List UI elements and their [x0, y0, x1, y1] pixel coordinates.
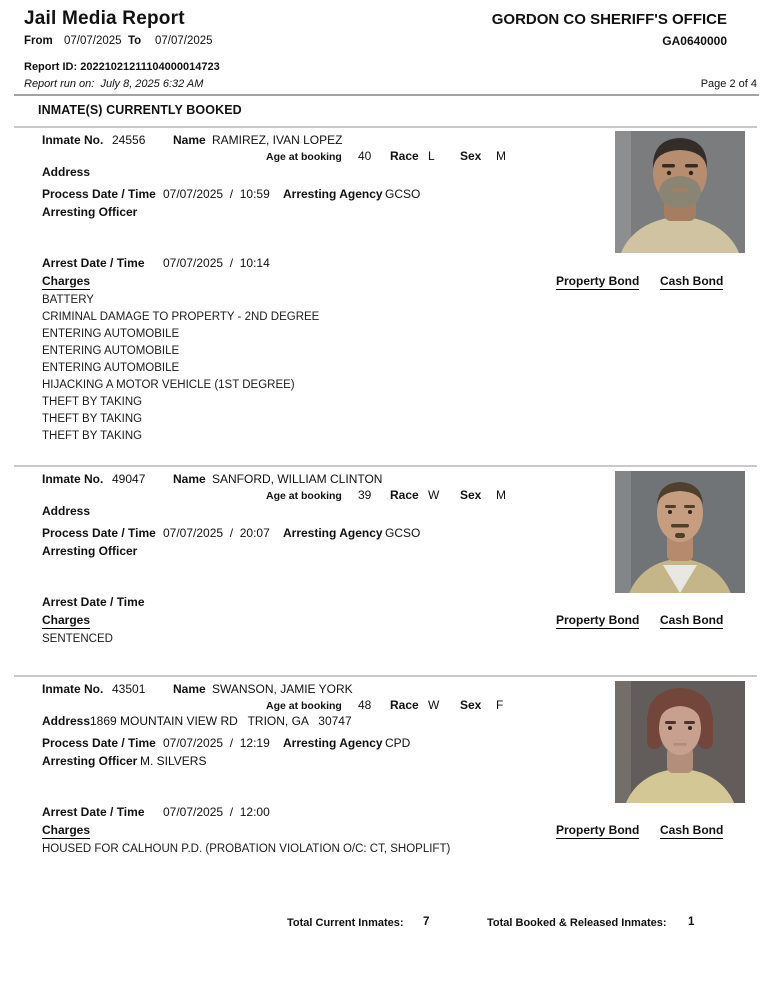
sex-value: M [496, 488, 506, 502]
sex-value: M [496, 149, 506, 163]
name-label: Name [173, 682, 206, 696]
record-divider [14, 465, 757, 467]
inmate-no-label: Inmate No. [42, 682, 104, 696]
charges-header: Charges [42, 823, 91, 837]
arresting-agency-value: GCSO [385, 526, 421, 540]
charge-line: SENTENCED [42, 633, 113, 645]
total-current-inmates-value: 7 [423, 916, 430, 928]
inmate-no-value: 43501 [112, 682, 146, 696]
office-name: GORDON CO SHERIFF'S OFFICE [491, 11, 727, 28]
race-label: Race [390, 698, 419, 712]
age-at-booking-label: Age at booking [266, 700, 342, 712]
total-current-inmates-label: Total Current Inmates: [287, 917, 404, 929]
address-label: Address [42, 165, 91, 179]
charge-line: HOUSED FOR CALHOUN P.D. (PROBATION VIOLATION O/C: CT, SHOPLIFT) [42, 843, 451, 855]
age-value: 39 [358, 488, 372, 502]
to-date: 07/07/2025 [155, 35, 213, 47]
property-bond-header: Property Bond [556, 613, 640, 627]
inmate-no-value: 24556 [112, 133, 146, 147]
mugshot-photo [615, 471, 745, 593]
mugshot-photo [615, 131, 745, 253]
arresting-agency-label: Arresting Agency [283, 736, 383, 750]
race-value: W [428, 698, 440, 712]
from-label: From [24, 35, 53, 47]
property-bond-header: Property Bond [556, 274, 640, 288]
name-value: RAMIREZ, IVAN LOPEZ [212, 133, 343, 147]
arrest-date-value: 07/07/2025 / 12:00 [163, 805, 270, 819]
arresting-officer-label: Arresting Officer [42, 544, 138, 558]
arresting-agency-value: GCSO [385, 187, 421, 201]
charge-line: THEFT BY TAKING [42, 413, 143, 425]
sex-value: F [496, 698, 504, 712]
inmate-no-label: Inmate No. [42, 133, 104, 147]
total-booked-released-label: Total Booked & Released Inmates: [487, 917, 667, 929]
run-on-value: July 8, 2025 6:32 AM [100, 78, 204, 90]
total-booked-released-value: 1 [688, 916, 695, 928]
age-value: 48 [358, 698, 372, 712]
agency-code: GA0640000 [662, 34, 727, 48]
address-label: Address [42, 714, 91, 728]
arresting-officer-label: Arresting Officer [42, 754, 138, 768]
name-value: SWANSON, JAMIE YORK [212, 682, 353, 696]
address-value: 1869 MOUNTAIN VIEW RD TRION, GA 30747 [90, 714, 352, 728]
inmate-record-2 [0, 465, 773, 675]
process-date-value: 07/07/2025 / 10:59 [163, 187, 270, 201]
mugshot-photo [615, 681, 745, 803]
charges-list [42, 631, 113, 648]
cash-bond-header: Cash Bond [660, 613, 724, 627]
charge-line: THEFT BY TAKING [42, 430, 143, 442]
charges-list [42, 841, 450, 858]
arresting-agency-value: CPD [385, 736, 411, 750]
process-date-label: Process Date / Time [42, 526, 156, 540]
charge-line: ENTERING AUTOMOBILE [42, 328, 180, 340]
property-bond-header: Property Bond [556, 823, 640, 837]
arresting-agency-label: Arresting Agency [283, 526, 383, 540]
charges-header: Charges [42, 613, 91, 627]
arrest-date-label: Arrest Date / Time [42, 595, 145, 609]
charges-list [42, 292, 319, 445]
arresting-agency-label: Arresting Agency [283, 187, 383, 201]
sex-label: Sex [460, 698, 482, 712]
inmate-record-3 [0, 675, 773, 905]
charge-line: ENTERING AUTOMOBILE [42, 345, 180, 357]
race-label: Race [390, 488, 419, 502]
charge-line: THEFT BY TAKING [42, 396, 143, 408]
sex-label: Sex [460, 488, 482, 502]
process-date-value: 07/07/2025 / 12:19 [163, 736, 270, 750]
arresting-officer-label: Arresting Officer [42, 205, 138, 219]
arresting-officer-value: M. SILVERS [140, 754, 207, 768]
process-date-value: 07/07/2025 / 20:07 [163, 526, 270, 540]
address-label: Address [42, 504, 91, 518]
name-value: SANFORD, WILLIAM CLINTON [212, 472, 383, 486]
record-divider [14, 675, 757, 677]
name-label: Name [173, 133, 206, 147]
run-on-label: Report run on: [24, 78, 95, 90]
section-title: INMATE(S) CURRENTLY BOOKED [38, 103, 242, 117]
process-date-label: Process Date / Time [42, 736, 156, 750]
charge-line: BATTERY [42, 294, 94, 306]
age-value: 40 [358, 149, 372, 163]
charge-line: HIJACKING A MOTOR VEHICLE (1ST DEGREE) [42, 379, 295, 391]
inmate-no-value: 49047 [112, 472, 146, 486]
page-number: Page 2 of 4 [700, 78, 757, 90]
to-label: To [128, 35, 142, 47]
cash-bond-header: Cash Bond [660, 274, 724, 288]
header-divider [14, 94, 759, 96]
report-id: Report ID: 20221021211104000014723 [24, 61, 220, 73]
name-label: Name [173, 472, 206, 486]
age-at-booking-label: Age at booking [266, 490, 342, 502]
inmate-record-1 [0, 126, 773, 465]
charges-header: Charges [42, 274, 91, 288]
sex-label: Sex [460, 149, 482, 163]
race-value: W [428, 488, 440, 502]
report-run-on [24, 78, 203, 90]
arrest-date-label: Arrest Date / Time [42, 256, 145, 270]
race-label: Race [390, 149, 419, 163]
inmate-no-label: Inmate No. [42, 472, 104, 486]
arrest-date-value: 07/07/2025 / 10:14 [163, 256, 270, 270]
arrest-date-label: Arrest Date / Time [42, 805, 145, 819]
charge-line: CRIMINAL DAMAGE TO PROPERTY - 2ND DEGREE [42, 311, 320, 323]
race-value: L [428, 149, 435, 163]
cash-bond-header: Cash Bond [660, 823, 724, 837]
from-date: 07/07/2025 [64, 35, 122, 47]
charge-line: ENTERING AUTOMOBILE [42, 362, 180, 374]
age-at-booking-label: Age at booking [266, 151, 342, 163]
process-date-label: Process Date / Time [42, 187, 156, 201]
report-title: Jail Media Report [24, 8, 185, 29]
record-divider [14, 126, 757, 128]
